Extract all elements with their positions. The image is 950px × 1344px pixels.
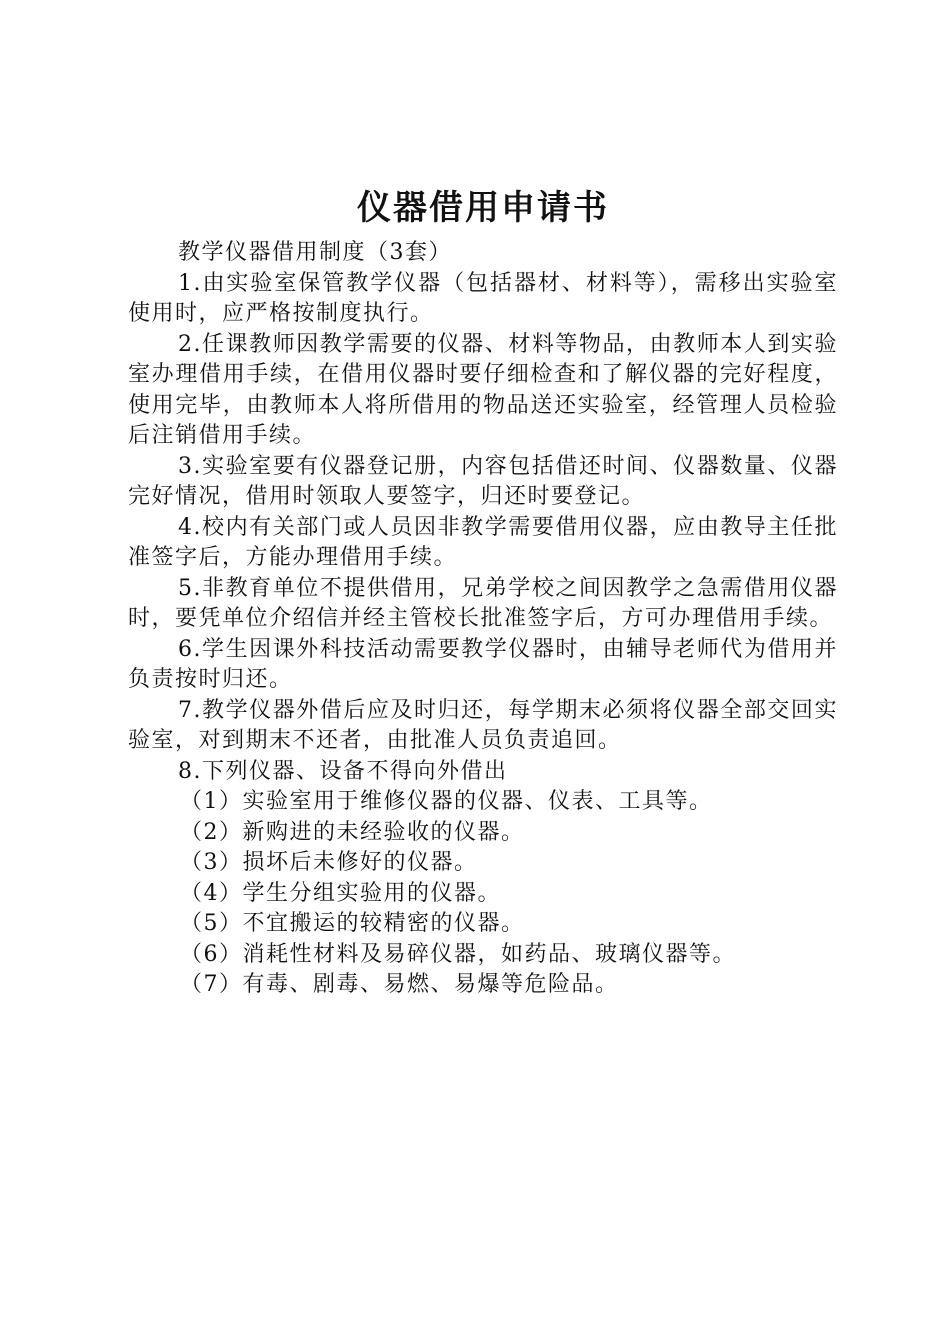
paragraph-8: 8.下列仪器、设备不得向外借出: [178, 758, 508, 784]
paragraph-4: 4.校内有关部门或人员因非教学需要借用仪器，应由教导主任批准签字后，方能办理借用手续。: [128, 514, 838, 570]
document-title: 仪器借用申请书: [357, 188, 609, 228]
paragraph-3: 3.实验室要有仪器登记册，内容包括借还时间、仪器数量、仪器完好情况，借用时领取人要签字，归还时要登记。: [128, 453, 838, 509]
list-item: （6）消耗性材料及易碎仪器，如药品、玻璃仪器等。: [180, 941, 736, 967]
list-item: （1）实验室用于维修仪器的仪器、仪表、工具等。: [180, 789, 713, 814]
document-page: [128, 180, 838, 1001]
list-item: （5）不宜搬运的较精密的仪器。: [180, 911, 525, 936]
list-item: （4）学生分组实验用的仪器。: [180, 880, 501, 906]
paragraph-6: 6.学生因课外科技活动需要教学仪器时，由辅导老师代为借用并负责按时归还。: [128, 636, 838, 692]
list-item: （3）损坏后未修好的仪器。: [180, 850, 478, 875]
list-item: （2）新购进的未经验收的仪器。: [180, 819, 525, 845]
document-subtitle: 教学仪器借用制度（3套）: [178, 240, 452, 265]
paragraph-2: 2.任课教师因教学需要的仪器、材料等物品，由教师本人到实验室办理借用手续，在借用仪器时要仔细检查和了解仪器的完好程度，使用完毕，由教师本人将所借用的物品送还实验室，经管理人员检验后注销借用手续。: [128, 331, 838, 448]
list-item: （7）有毒、剧毒、易燃、易爆等危险品。: [180, 972, 619, 997]
paragraph-1: 1.由实验室保管教学仪器（包括器材、材料等），需移出实验室使用时，应严格按制度执行。: [128, 270, 838, 326]
paragraph-5: 5.非教育单位不提供借用，兄弟学校之间因教学之急需借用仪器时，要凭单位介绍信并经主管校长批准签字后，方可办理借用手续。: [128, 575, 838, 631]
paragraph-7: 7.教学仪器外借后应及时归还，每学期末必须将仪器全部交回实验室，对到期末不还者，由批准人员负责追回。: [128, 697, 838, 753]
